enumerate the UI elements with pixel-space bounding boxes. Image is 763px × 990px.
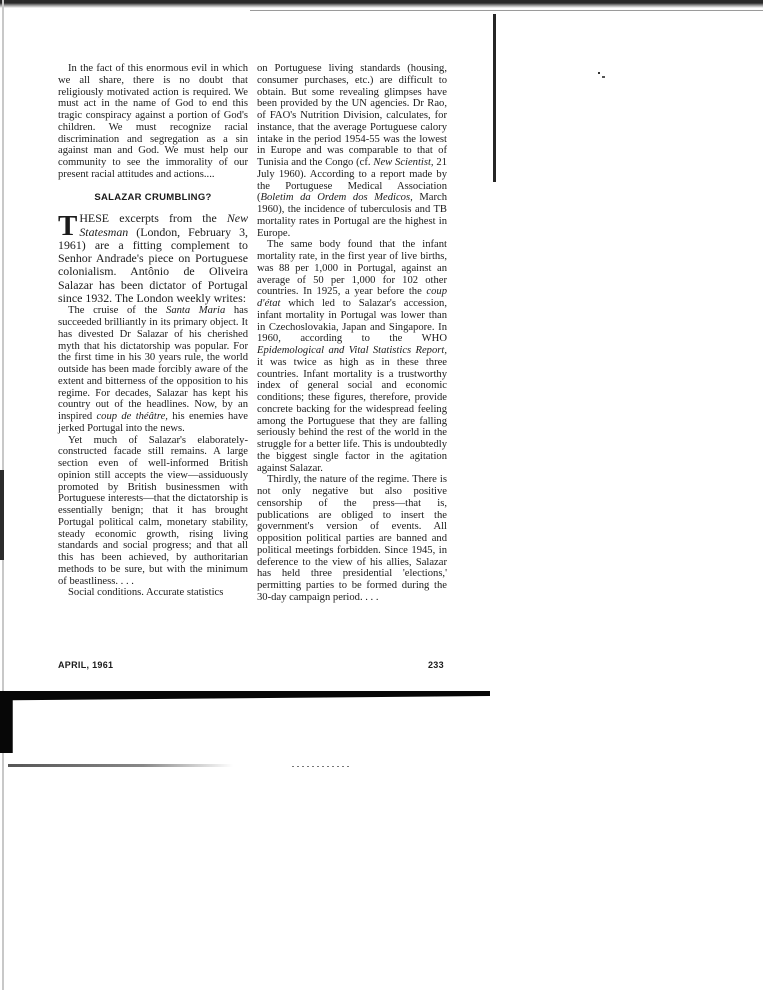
text-run: which led to Salazar's accession, infant mortality in Portugal was lower than in Czechoslovakia, Japan and Singapore. In 1960, according to the WHO [257,298,447,345]
paragraph [257,239,447,474]
text-run: The same body found that the infant mortality rate, in the first year of live births, was 88 per 1,000 in Portugal, against an average of 50 per 1,000 for 102 other countries. In 1925, a year before the [257,239,447,298]
section-heading: SALAZAR CRUMBLING? [94,191,212,203]
paragraph [257,63,447,239]
scan-speck [602,76,605,78]
scan-line-top [250,10,763,11]
scan-streak [8,764,233,767]
paragraph [58,305,248,434]
scan-mark-vertical [493,14,496,182]
italic-title: Boletim da Ordem dos Medicos, [260,192,413,204]
lead-paragraph [58,212,248,305]
text-run: his enemies have jerked Portugal into the news. [58,411,248,434]
italic-title: New Statesman [79,211,248,239]
text-run: The cruise of the [68,305,167,317]
italic-title: Santa Maria [166,305,226,317]
right-column [257,63,447,604]
left-column [58,63,248,599]
italic-phrase: coup d'état [257,286,447,309]
italic-phrase: coup de théâtre, [96,411,168,423]
footer-date: APRIL, 1961 [58,660,114,670]
text-run: it was twice as high as in these three countries. Infant mortality is a trustworthy index of general social and economic conditions; these figures, therefore, provide concrete backing for the widespread feeling among the Portuguese that they are falling seriously behind the rest of the world in the struggle for a better life. This is undoubtedly the biggest single factor in the agitation against Salazar. [257,356,447,474]
scan-mark-left [0,470,4,560]
text-run: on Portuguese living standards (housing, consumer purchases, etc.) are difficult to obtain. But some revealing glimpses have been provided by the UN agencies. Dr Rao, of FAO's Nutrition Division, calculates, for instance, that the average Portuguese calory intake in the period 1954-55 was the lowest in Europe and was comparable to that of Tunisia and the Congo (cf. [257,63,447,168]
page-number: 233 [428,660,444,670]
text-run: 21 July 1960). According to a report made by the Portuguese Medical Association ( [257,157,448,204]
paragraph: Yet much of Salazar's elaborately-constructed facade still remains. A large section even of well-informed British opinion still accepts the view—assiduously promoted by British businessmen with Portuguese interests—that the dictatorship is essentially benign; that it has brought Portugal political calm, monetary stability, steady economic growth, rising living standards and social progress; and that all this has been achieved, by authoritarian methods to be sure, but with the minimum of beastliness. . . . [58,434,248,587]
scan-dots [292,766,352,767]
scan-shadow-bottom [0,691,490,753]
text-run: has succeeded brilliantly in its primary object. It has divested Dr Salazar of his cherished myth that his dictatorship was popular. For the first time in his 30 years rule, the world outside has been made forcibly aware of the extent and bitterness of the opposition to his regime. For decades, Salazar has kept his country out of the headlines. Now, by an inspired [58,305,248,423]
drop-cap: T [58,210,78,243]
text-run: HESE excerpts from the [79,211,227,226]
paragraph: Thirdly, the nature of the regime. There is not only negative but also positive censorship of the press—that is, publications are obliged to insert the government's version of events. All opposition political parties are banned and political meetings forbidden. Since 1945, in deference to the view of his allies, Salazar has held three presidential 'elections,' permitting parties to be formed during the 30-day campaign period. . . . [257,474,447,603]
italic-title: New Scientist, [373,157,434,168]
scan-edge-top [0,0,763,8]
paragraph: In the fact of this enormous evil in which we all share, there is no doubt that religiously motivated action is required. We must act in the name of God to end this tragic conspiracy against a portion of God's children. We must recognize racial discrimination and segregation as a sin against man and God. We must help our community to see the immorality of our present racial attitudes and actions.... [58,63,248,180]
text-run: (London, February 3, 1961) are a fitting complement to Senhor Andrade's piece on Portuguese colonialism. Antônio de Oliveira Salazar has been dictator of Portugal since 1932. The London weekly writes: [58,224,248,306]
text-run: March 1960), the incidence of tuberculosis and TB mortality rates in Portugal are the highest in Europe. [257,192,448,239]
scan-speck [598,72,600,74]
paragraph: Social conditions. Accurate statistics [68,587,224,599]
italic-title: Epidemological and Vital Statistics Report, [257,345,447,356]
